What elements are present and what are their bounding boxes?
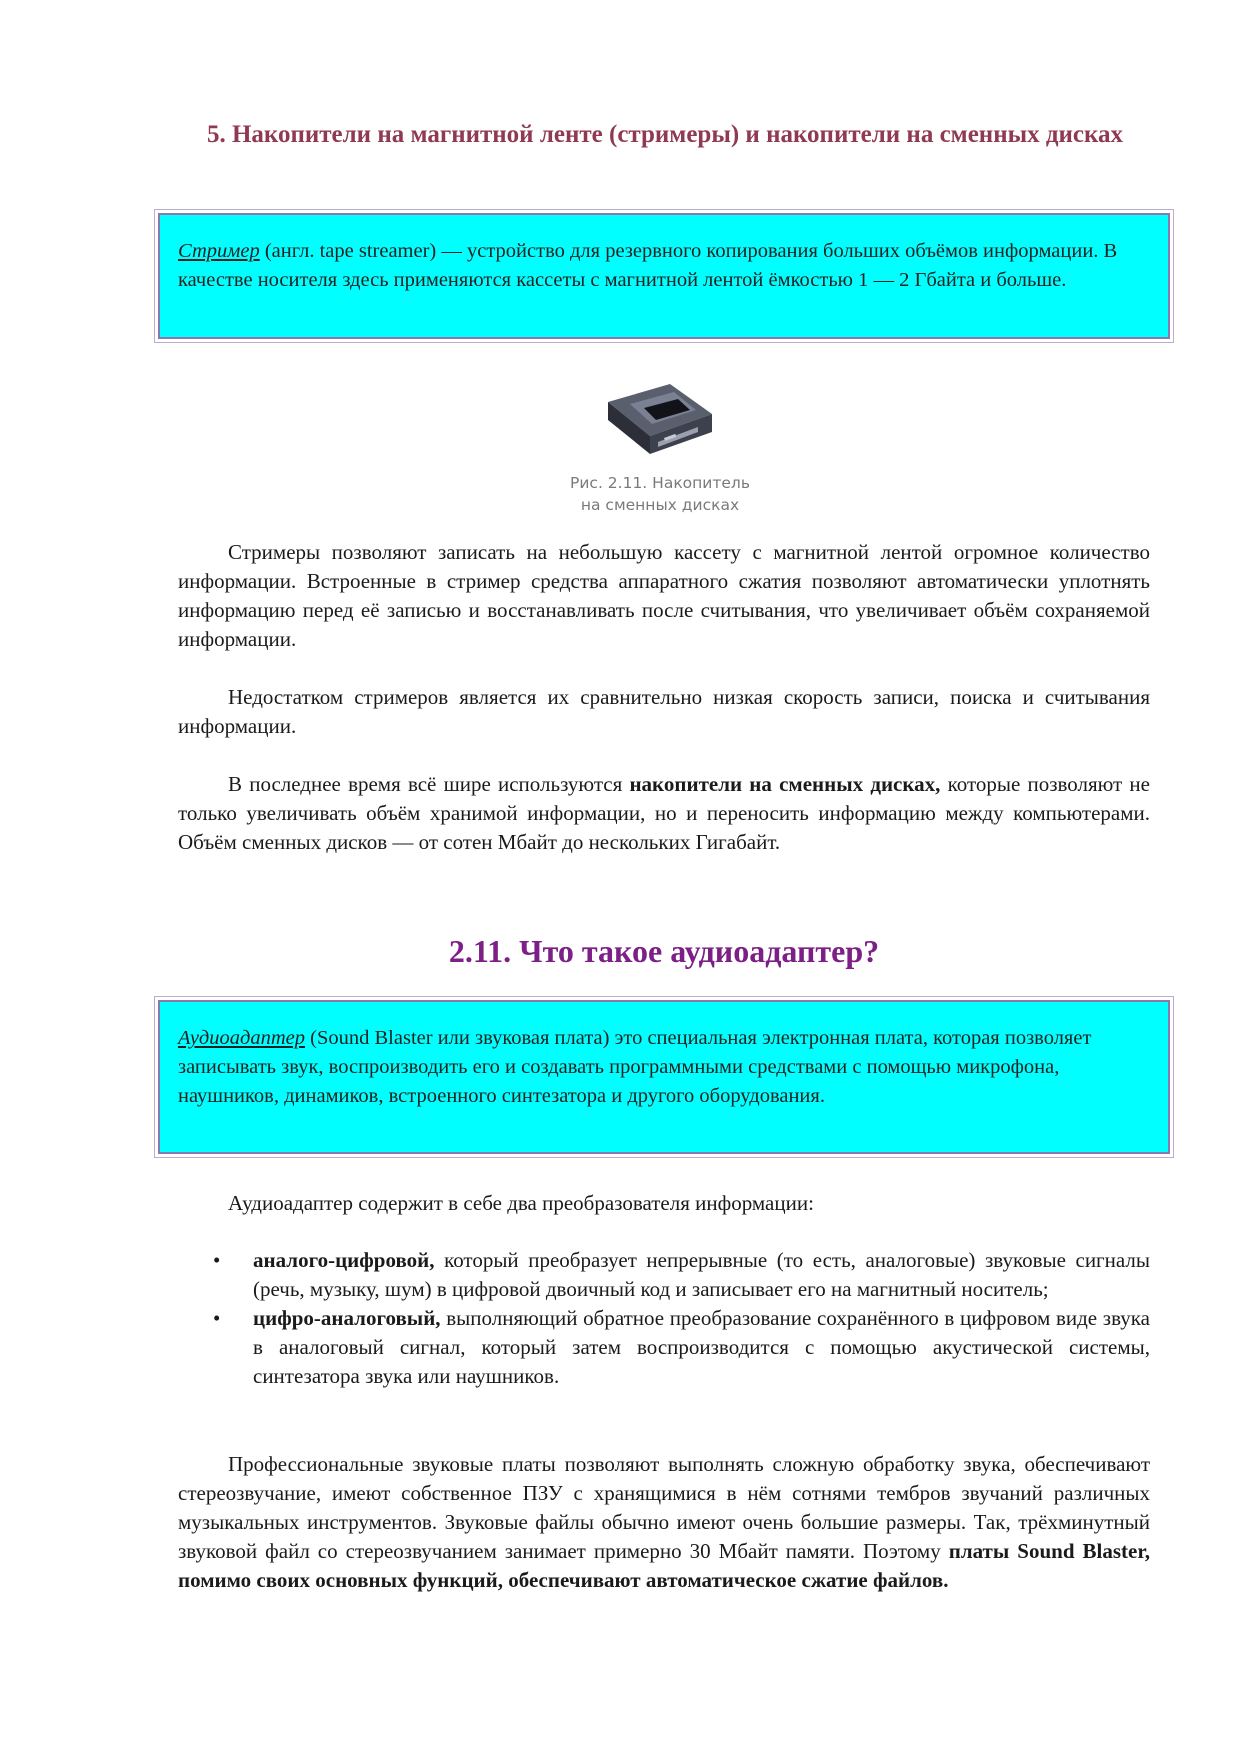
- audio-adapter-term: Аудиоадаптер: [178, 1027, 306, 1049]
- paragraph-removable-disks: [178, 770, 1150, 857]
- audio-adapter-definition-text: (Sound Blaster или звуковая плата) это специальная электронная плата, которая позволяет записывать звук, воспроизводить его и создавать программными средствами с помощью микрофона, наушников, динамиков, встроенного синтезатора и другого оборудования.: [178, 1027, 1092, 1107]
- audio-adapter-heading: 2.11. Что такое аудиоадаптер?: [448, 933, 880, 969]
- bullet-icon: •: [213, 1248, 221, 1272]
- paragraph-streamers-drawback: Недостатком стримеров является их сравнительно низкая скорость записи, поиска и считывания информации.: [178, 685, 1150, 738]
- removable-disk-drive-icon: [600, 380, 720, 462]
- paragraph-professional-cards-bold: платы Sound Blaster, помимо своих основных функций, обеспечивают автоматическое сжатие файлов.: [178, 1539, 1150, 1592]
- paragraph-audio-intro: Аудиоадаптер содержит в себе два преобразователя информации:: [228, 1191, 814, 1215]
- paragraph-streamers-intro: Стримеры позволяют записать на небольшую кассету с магнитной лентой огромное количество информации. Встроенные в стример средства аппаратного сжатия позволяют автоматически уплотнять информацию перед её записью и восстанавливать после считывания, что увеличивает объём сохраняемой информации.: [178, 540, 1150, 651]
- section-heading: 5. Накопители на магнитной ленте (стримеры) и накопители на сменных дисках: [206, 121, 1124, 148]
- streamer-term: Стример: [178, 240, 260, 262]
- paragraph-professional-cards: [178, 1450, 1150, 1595]
- figure-caption: [545, 472, 775, 516]
- list-item: [178, 1304, 1150, 1391]
- streamer-definition-text: (англ. tape streamer) — устройство для резервного копирования больших объёмов информации. В качестве носителя здесь применяются кассеты с магнитной лентой ёмкостью 1 — 2 Гбайта и больше.: [178, 240, 1118, 291]
- list-item-text: выполняющий обратное преобразование сохранённого в цифровом виде звука в аналоговый сигнал, который затем воспроизводится с помощью акустической системы, синтезатора звука или наушников.: [253, 1306, 1150, 1388]
- converter-list: [178, 1246, 1150, 1391]
- paragraph-professional-cards-text: Профессиональные звуковые платы позволяют выполнять сложную обработку звука, обеспечивают стереозвучание, имеют собственное ПЗУ с хранящимися в нём сотнями тембров звучаний различных музыкальных инструментов. Звуковые файлы обычно имеют очень большие размеры. Так, трёхминутный звуковой файл со стереозвучанием занимает примерно 30 Мбайт памяти. Поэтому: [178, 1452, 1150, 1563]
- paragraph-removable-disks-bold: накопители на сменных дисках,: [629, 772, 941, 796]
- figure-caption-line-1: Рис. 2.11. Накопитель: [570, 474, 750, 492]
- list-item-term: цифро-аналоговый,: [253, 1306, 441, 1330]
- figure-caption-line-2: на сменных дисках: [580, 496, 740, 514]
- figure-removable-drive: [560, 380, 760, 516]
- list-item-term: аналого-цифровой,: [253, 1248, 435, 1272]
- streamer-definition-box: [158, 213, 1170, 339]
- list-item: [178, 1246, 1150, 1304]
- audio-adapter-definition-box: [158, 1000, 1170, 1154]
- paragraph-removable-disks-rest: которые позволяют не только увеличивать объём хранимой информации, но и переносить информацию между компьютерами. Объём сменных дисков — от сотен Мбайт до нескольких Гигабайт.: [178, 772, 1150, 854]
- bullet-icon: •: [213, 1306, 221, 1330]
- paragraph-removable-disks-lead: В последнее время всё шире используются: [228, 772, 630, 796]
- list-item-text: который преобразует непрерывные (то есть, аналоговые) звуковые сигналы (речь, музыку, шум) в цифровой двоичный код и записывает его на магнитный носитель;: [253, 1248, 1150, 1301]
